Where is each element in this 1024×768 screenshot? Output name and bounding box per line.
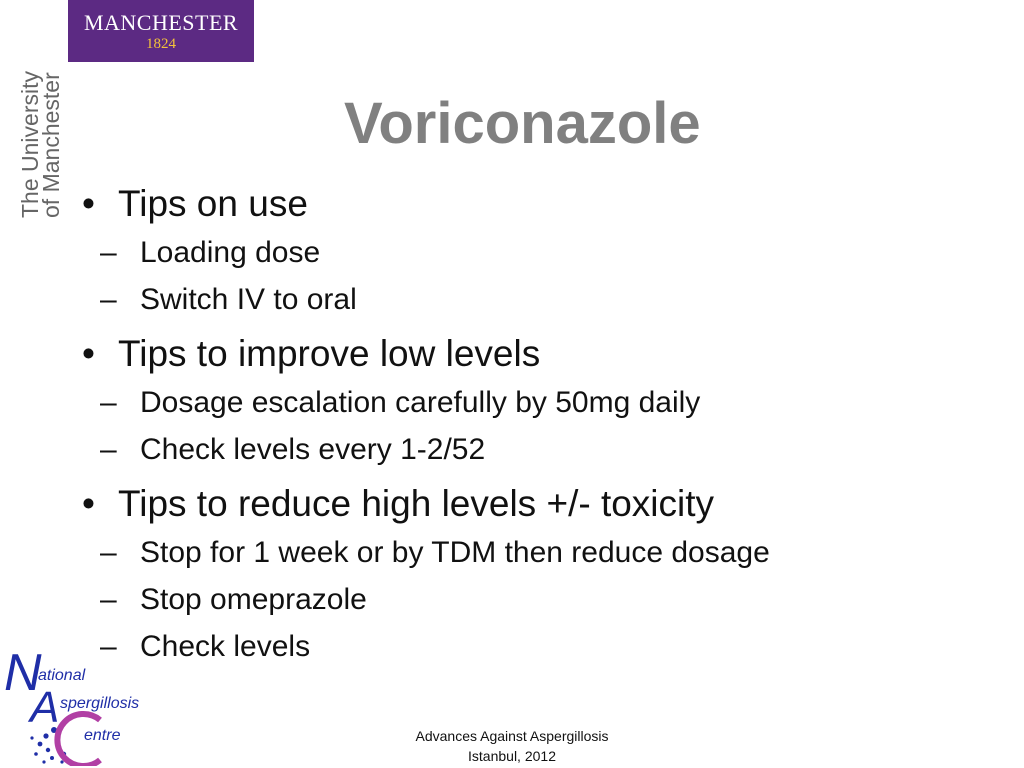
sub-bullet-text: Switch IV to oral: [140, 283, 357, 316]
nac-a-letter: A: [30, 683, 60, 732]
nac-a-rest: spergillosis: [60, 695, 140, 712]
sub-bullet-item: [82, 627, 984, 667]
sub-bullet-item: [82, 280, 984, 320]
dash-marker: –: [100, 386, 117, 419]
slide-title: Voriconazole: [344, 91, 701, 156]
footer-line2: Istanbul, 2012: [468, 748, 556, 764]
sub-bullet-text: Stop for 1 week or by TDM then reduce dosage: [140, 536, 770, 569]
sub-bullet-item: [82, 430, 984, 470]
sub-bullet-text: Stop omeprazole: [140, 583, 367, 616]
nac-logo: [4, 648, 164, 766]
bullet-marker: •: [82, 483, 95, 524]
bullet-text: Tips on use: [118, 183, 308, 224]
sub-bullet-item: [82, 580, 984, 620]
sub-bullet-item: [82, 233, 984, 273]
bullet-text: Tips to reduce high levels +/- toxicity: [118, 483, 715, 524]
sub-bullet-text: Check levels: [140, 630, 311, 663]
dash-marker: –: [100, 536, 117, 569]
sub-bullet-item: [82, 383, 984, 423]
footer: [380, 726, 644, 766]
bullet-marker: •: [82, 333, 95, 374]
sub-bullet-item: [82, 533, 984, 573]
nac-n-rest: ational: [38, 667, 86, 684]
logo-year: 1824: [146, 36, 176, 52]
dash-marker: –: [100, 630, 117, 663]
university-vertical-label: [17, 58, 64, 218]
dash-marker: –: [100, 583, 117, 616]
bullet-item: [82, 182, 984, 226]
sub-bullet-text: Dosage escalation carefully by 50mg daily: [140, 386, 701, 419]
manchester-logo: [68, 0, 254, 62]
dash-marker: –: [100, 236, 117, 269]
nac-n-letter: N: [4, 648, 42, 702]
bullet-marker: •: [82, 183, 95, 224]
bullet-list: [82, 182, 984, 667]
bullet-text: Tips to improve low levels: [118, 333, 541, 374]
sub-bullet-text: Loading dose: [140, 236, 321, 269]
university-line2: of Manchester: [38, 72, 64, 218]
bullet-item: [82, 482, 984, 526]
dash-marker: –: [100, 433, 117, 466]
footer-line1: Advances Against Aspergillosis: [415, 728, 609, 744]
logo-name: MANCHESTER: [83, 10, 239, 35]
nac-c-rest: entre: [84, 727, 121, 744]
sub-bullet-text: Check levels every 1-2/52: [140, 433, 486, 466]
bullet-item: [82, 332, 984, 376]
dash-marker: –: [100, 283, 117, 316]
university-line1: The University: [17, 71, 43, 218]
